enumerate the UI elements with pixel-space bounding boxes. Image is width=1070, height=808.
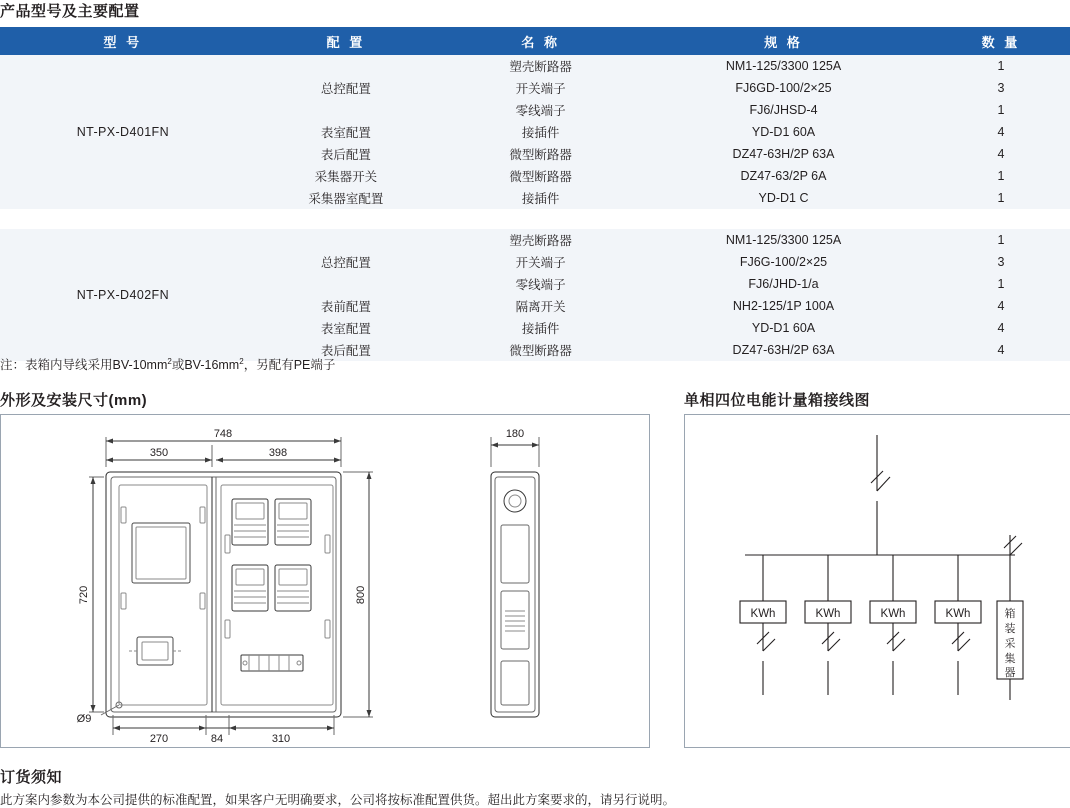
dim-label-depth: 180 [505, 428, 525, 440]
note-prefix: 注：表箱内导线采用BV-10mm [0, 358, 168, 372]
cell-name: 零线端子 [446, 99, 635, 121]
cell-config: 表室配置 [246, 121, 446, 143]
cell-name: 开关端子 [446, 251, 635, 273]
cell-name: 塑壳断路器 [446, 229, 635, 251]
section-title-order: 订货须知 [0, 769, 63, 786]
cell-config: 表后配置 [246, 339, 446, 361]
column-header-qty: 数 量 [932, 27, 1070, 55]
column-header-spec: 规 格 [635, 27, 932, 55]
cell-config: 采集器开关 [246, 165, 446, 187]
section-title-wiring: 单相四位电能计量箱接线图 [684, 392, 871, 409]
note-sup-2: 2 [239, 356, 244, 366]
dim-label-left-width: 350 [149, 447, 169, 459]
svg-text:集: 集 [1004, 653, 1016, 665]
cell-name: 零线端子 [446, 273, 635, 295]
order-notice-text: 此方案内参数为本公司提供的标准配置，如果客户无明确要求，公司将按标准配置供货。超出此方案要求的，请另行说明。 [0, 793, 676, 807]
svg-text:箱: 箱 [1004, 608, 1016, 620]
cell-spec: DZ47-63/2P 6A [635, 165, 932, 187]
cell-qty: 1 [932, 99, 1070, 121]
cell-name: 接插件 [446, 187, 635, 209]
cell-name: 隔离开关 [446, 295, 635, 317]
note-middle: 或BV-16mm [171, 358, 240, 372]
cell-spec: FJ6G-100/2×25 [635, 251, 932, 273]
meter-label-4: KWh [945, 608, 971, 620]
cell-qty: 4 [932, 143, 1070, 165]
cell-config: 表室配置 [246, 317, 446, 339]
config-table [0, 27, 1070, 361]
meter-label-1: KWh [750, 608, 776, 620]
cell-name: 开关端子 [446, 77, 635, 99]
collector-label [1005, 607, 1016, 679]
cell-qty: 1 [932, 165, 1070, 187]
cell-qty: 1 [932, 187, 1070, 209]
cell-qty: 4 [932, 339, 1070, 361]
section-title-dimensions: 外形及安装尺寸(mm) [0, 392, 148, 409]
cell-spec: YD-D1 60A [635, 317, 932, 339]
table-row [0, 229, 1070, 251]
column-header-model: 型 号 [0, 27, 246, 55]
cell-model: NT-PX-D402FN [0, 229, 246, 361]
table-row [0, 55, 1070, 77]
cell-qty: 1 [932, 273, 1070, 295]
cell-spec: FJ6/JHD-1/a [635, 273, 932, 295]
dim-label-overall-height: 800 [355, 585, 367, 605]
cell-spec: NM1-125/3300 125A [635, 229, 932, 251]
cell-name: 塑壳断路器 [446, 55, 635, 77]
cell-config: 表前配置 [246, 295, 446, 317]
cell-config: 表后配置 [246, 143, 446, 165]
cell-spec: YD-D1 60A [635, 121, 932, 143]
column-header-config: 配 置 [246, 27, 446, 55]
svg-text:装: 装 [1004, 623, 1016, 635]
cell-spec: NH2-125/1P 100A [635, 295, 932, 317]
meter-label-2: KWh [815, 608, 841, 620]
cell-spec: DZ47-63H/2P 63A [635, 143, 932, 165]
cell-config: 采集器室配置 [246, 187, 446, 209]
dimension-drawing-panel [0, 414, 650, 748]
dim-label-right-width: 398 [268, 447, 288, 459]
cell-config: 总控配置 [246, 229, 446, 295]
cell-spec: YD-D1 C [635, 187, 932, 209]
cell-name: 接插件 [446, 317, 635, 339]
wiring-diagram-svg [685, 415, 1069, 745]
svg-text:器: 器 [1004, 667, 1016, 679]
cell-spec: NM1-125/3300 125A [635, 55, 932, 77]
cell-name: 微型断路器 [446, 339, 635, 361]
cell-name: 微型断路器 [446, 165, 635, 187]
dim-label-mount-mid: 84 [210, 733, 224, 745]
dim-label-mount-left: 270 [149, 733, 169, 745]
cell-spec: DZ47-63H/2P 63A [635, 339, 932, 361]
note-sup-1: 2 [167, 356, 172, 366]
dim-label-hole: Ø9 [76, 713, 92, 725]
dim-label-inner-height: 720 [78, 585, 90, 605]
cell-qty: 4 [932, 295, 1070, 317]
column-header-name: 名 称 [446, 27, 635, 55]
note-suffix: ，另配有PE端子 [243, 358, 336, 372]
cell-spec: FJ6/JHSD-4 [635, 99, 932, 121]
dim-label-mount-right: 310 [271, 733, 291, 745]
cell-qty: 1 [932, 55, 1070, 77]
cell-qty: 4 [932, 317, 1070, 339]
cell-model: NT-PX-D401FN [0, 55, 246, 209]
table-header-row [0, 27, 1070, 55]
svg-text:采: 采 [1004, 638, 1016, 650]
group-separator [0, 209, 1070, 229]
cell-qty: 3 [932, 77, 1070, 99]
cell-qty: 1 [932, 229, 1070, 251]
cell-spec: FJ6GD-100/2×25 [635, 77, 932, 99]
cell-qty: 4 [932, 121, 1070, 143]
dim-label-overall-width: 748 [213, 428, 233, 440]
page-title-products: 产品型号及主要配置 [0, 3, 140, 20]
meter-label-3: KWh [880, 608, 906, 620]
cell-name: 接插件 [446, 121, 635, 143]
table-note [0, 355, 335, 373]
wiring-diagram-panel [684, 414, 1070, 748]
cell-name: 微型断路器 [446, 143, 635, 165]
cell-config: 总控配置 [246, 55, 446, 121]
cell-qty: 3 [932, 251, 1070, 273]
dimension-drawing-svg [1, 415, 647, 745]
